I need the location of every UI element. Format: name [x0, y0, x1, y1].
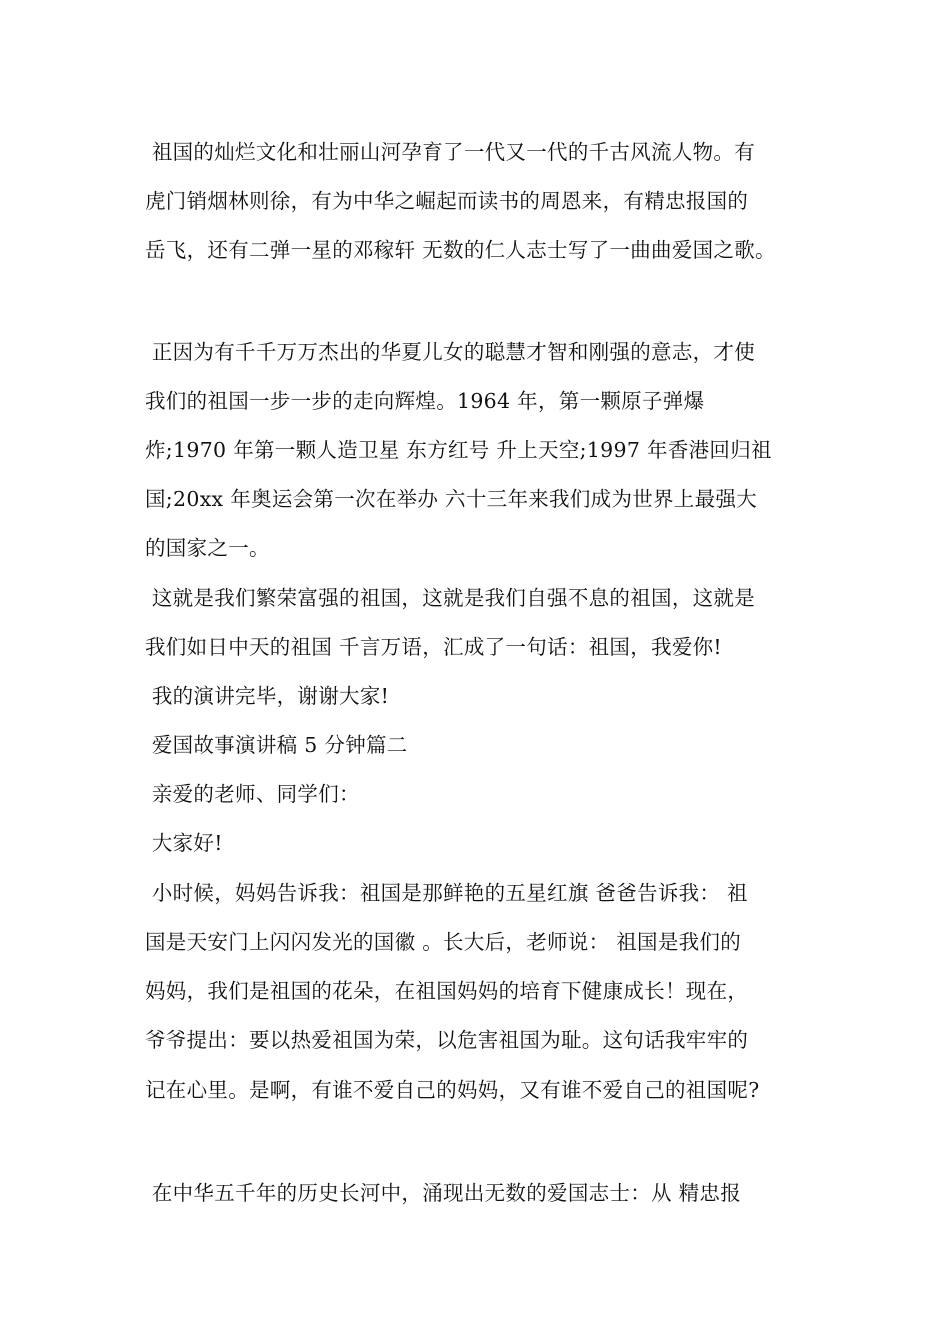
text-line: 的国家之一。	[145, 536, 270, 560]
text-line: 这就是我们繁荣富强的祖国，这就是我们自强不息的祖国，这就是	[145, 586, 756, 610]
text-line: 虎门销烟林则徐，有为中华之崛起而读书的周恩来，有精忠报国的	[145, 189, 749, 213]
text-line: 在中华五千年的历史长河中，涌现出无数的爱国志士：从 精忠报	[145, 1181, 742, 1205]
text-line: 妈妈，我们是祖国的花朵，在祖国妈妈的培育下健康成长！现在，	[145, 979, 749, 1003]
text-line: 我们的祖国一步一步的走向辉煌。1964 年，第一颗原子弹爆	[145, 389, 705, 413]
text-line: 我的演讲完毕，谢谢大家!	[145, 684, 390, 708]
text-line: 祖国的灿烂文化和壮丽山河孕育了一代又一代的千古风流人物。有	[145, 140, 756, 164]
text-line: 大家好!	[145, 831, 223, 855]
text-line: 正因为有千千万万杰出的华夏儿女的聪慧才智和刚强的意志，才使	[145, 340, 756, 364]
text-line: 国是天安门上闪闪发光的国徽 。长大后，老师说： 祖国是我们的	[145, 930, 742, 954]
section-heading: 爱国故事演讲稿 5 分钟篇二	[145, 733, 408, 757]
text-line: 爷爷提出：要以热爱祖国为荣，以危害祖国为耻。这句话我牢牢的	[145, 1028, 749, 1052]
text-line: 国;20xx 年奥运会第一次在举办 六十三年来我们成为世界上最强大	[145, 487, 758, 511]
text-line: 记在心里。是啊，有谁不爱自己的妈妈，又有谁不爱自己的祖国呢?	[145, 1078, 760, 1102]
text-line: 炸;1970 年第一颗人造卫星 东方红号 升上天空;1997 年香港回归祖	[145, 438, 772, 462]
text-line: 岳飞，还有二弹一星的邓稼轩 无数的仁人志士写了一曲曲爱国之歌。	[145, 238, 776, 262]
text-line: 我们如日中天的祖国 千言万语，汇成了一句话：祖国，我爱你!	[145, 635, 722, 659]
text-line: 亲爱的老师、同学们：	[145, 782, 360, 806]
text-line: 小时候，妈妈告诉我：祖国是那鲜艳的五星红旗 爸爸告诉我： 祖	[145, 881, 748, 905]
